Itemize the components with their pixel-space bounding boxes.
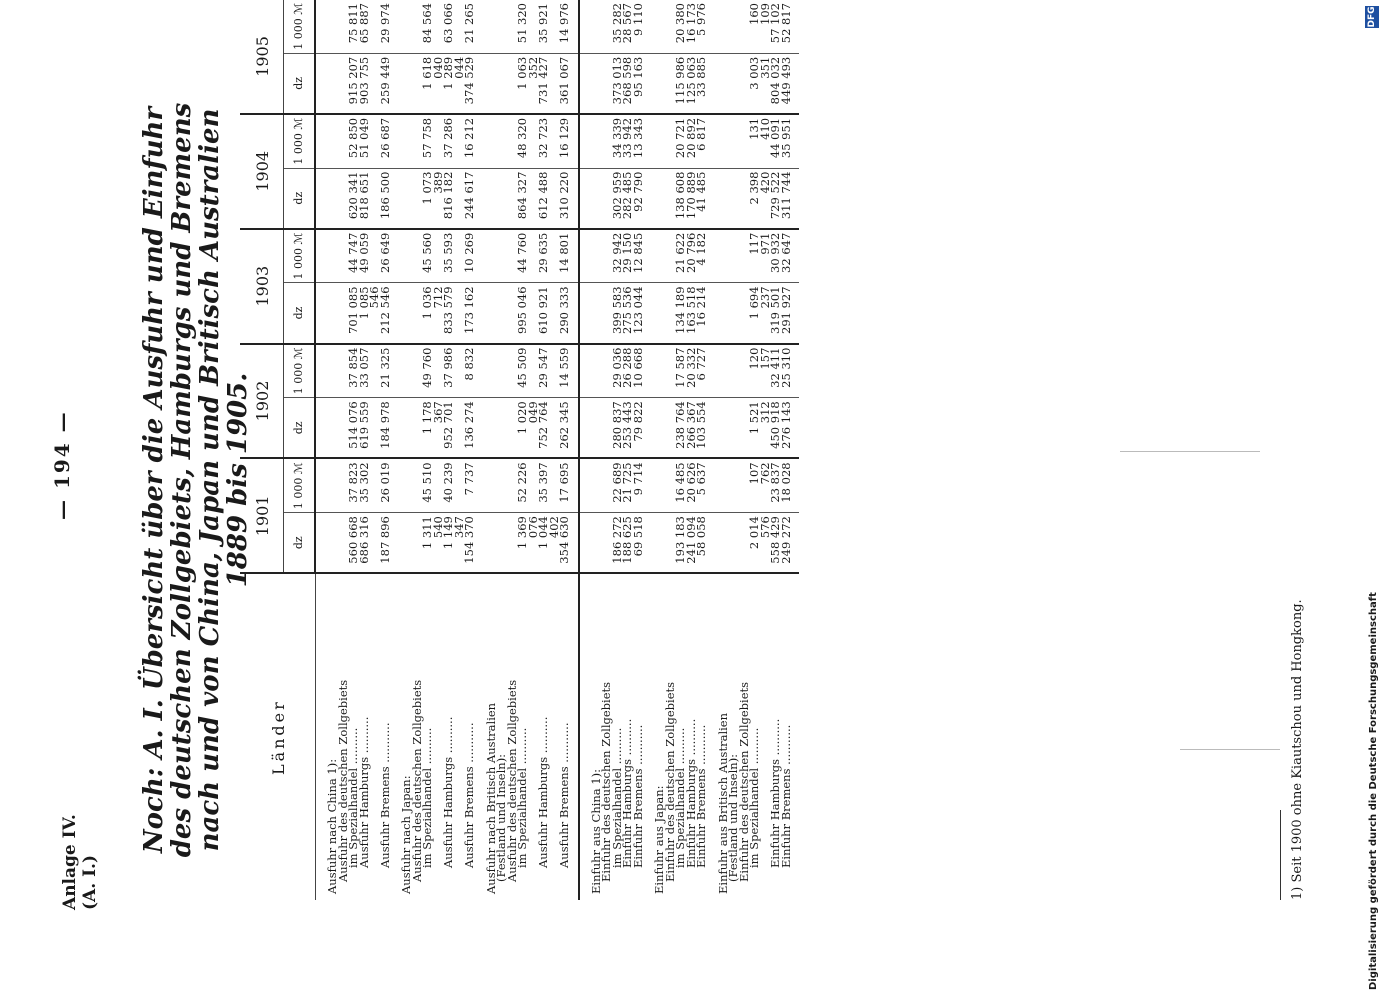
table-row xyxy=(422,0,443,900)
cell-value-1000-mark: 22 689 xyxy=(612,458,623,512)
cell-quantity-dz: 818 651 xyxy=(359,168,380,229)
group-heading-label: Ausfuhr des deutschen Zollgebiets xyxy=(338,573,349,900)
cell-quantity-dz: 952 701 xyxy=(443,398,464,459)
cell-value-1000-mark: 20 626 xyxy=(686,458,697,512)
cell-quantity-dz: 103 554 xyxy=(696,398,707,459)
cell-value-1000-mark: 7 737 xyxy=(464,458,475,512)
cell-quantity-dz: 170 889 xyxy=(686,168,697,229)
cell-value-1000-mark: 52 817 xyxy=(781,0,792,53)
cell-value-1000-mark: 57 102 xyxy=(770,0,781,53)
table-row xyxy=(559,0,570,900)
annex-label xyxy=(60,814,100,910)
cell-quantity-dz: 3 003 351 xyxy=(749,53,770,114)
cell-quantity-dz: 275 536 xyxy=(622,283,633,344)
cell-value-1000-mark: 8 832 xyxy=(464,344,475,398)
cell-quantity-dz: 33 885 xyxy=(696,53,707,114)
section-heading-label: Ausfuhr nach China 1): xyxy=(327,573,338,900)
cell-value-1000-mark: 16 485 xyxy=(675,458,686,512)
cell-quantity-dz: 266 367 xyxy=(686,398,697,459)
cell-quantity-dz: 558 429 xyxy=(770,513,781,574)
countries-header: Länder xyxy=(240,573,315,900)
table-row xyxy=(696,0,707,900)
cell-value-1000-mark: 16 129 xyxy=(559,114,570,168)
cell-value-1000-mark: 37 986 xyxy=(443,344,464,398)
cell-value-1000-mark: 84 564 xyxy=(422,0,443,53)
table-row xyxy=(781,0,792,900)
section-heading-label: Einfuhr aus Britisch Australien xyxy=(718,573,729,900)
cell-value-1000-mark: 35 397 xyxy=(538,458,559,512)
cell-quantity-dz: 310 220 xyxy=(559,168,570,229)
cell-value-1000-mark: 26 687 xyxy=(380,114,391,168)
cell-quantity-dz: 1 289 044 xyxy=(443,53,464,114)
cell-value-1000-mark: 131 410 xyxy=(749,114,770,168)
cell-value-1000-mark: 32 942 xyxy=(612,229,623,283)
cell-value-1000-mark: 17 695 xyxy=(559,458,570,512)
group-heading-label: Einfuhr des deutschen Zollgebiets xyxy=(739,573,750,900)
cell-quantity-dz: 136 274 xyxy=(464,398,475,459)
unit-value-header: 1 000 ℳ xyxy=(283,229,315,283)
cell-value-1000-mark: 5 976 xyxy=(696,0,707,53)
row-label: Einfuhr Bremens ........... xyxy=(696,573,707,900)
row-label: im Spezialhandel .......... xyxy=(517,573,538,900)
cell-quantity-dz: 1 073 389 xyxy=(422,168,443,229)
cell-quantity-dz: 804 032 xyxy=(770,53,781,114)
annex-subtitle: (A. I.) xyxy=(80,855,100,910)
cell-quantity-dz: 212 546 xyxy=(380,283,391,344)
row-label: Einfuhr Bremens ........... xyxy=(781,573,792,900)
cell-quantity-dz: 833 579 xyxy=(443,283,464,344)
cell-value-1000-mark: 37 854 xyxy=(348,344,359,398)
cell-value-1000-mark: 65 887 xyxy=(359,0,380,53)
cell-value-1000-mark: 14 559 xyxy=(559,344,570,398)
cell-value-1000-mark: 49 760 xyxy=(422,344,443,398)
cell-value-1000-mark: 34 339 xyxy=(612,114,623,168)
cell-quantity-dz: 1 178 367 xyxy=(422,398,443,459)
cell-quantity-dz: 249 272 xyxy=(781,513,792,574)
cell-quantity-dz: 1 694 237 xyxy=(749,283,770,344)
cell-quantity-dz: 280 837 xyxy=(612,398,623,459)
cell-value-1000-mark: 32 411 xyxy=(770,344,781,398)
cell-value-1000-mark: 63 066 xyxy=(443,0,464,53)
cell-quantity-dz: 123 044 xyxy=(633,283,644,344)
section-heading-continued-label: (Festland und Inseln): xyxy=(728,573,739,900)
cell-value-1000-mark: 57 758 xyxy=(422,114,443,168)
cell-quantity-dz: 1 044 402 xyxy=(538,513,559,574)
cell-value-1000-mark: 107 762 xyxy=(749,458,770,512)
cell-value-1000-mark: 44 747 xyxy=(348,229,359,283)
cell-value-1000-mark: 6 727 xyxy=(696,344,707,398)
statistics-table xyxy=(240,0,799,900)
cell-value-1000-mark: 32 647 xyxy=(781,229,792,283)
cell-quantity-dz: 186 500 xyxy=(380,168,391,229)
cell-quantity-dz: 163 518 xyxy=(686,283,697,344)
cell-value-1000-mark: 45 510 xyxy=(422,458,443,512)
cell-quantity-dz: 1 063 352 xyxy=(517,53,538,114)
cell-quantity-dz: 282 485 xyxy=(622,168,633,229)
cell-quantity-dz: 138 608 xyxy=(675,168,686,229)
cell-quantity-dz: 302 959 xyxy=(612,168,623,229)
cell-quantity-dz: 619 559 xyxy=(359,398,380,459)
cell-value-1000-mark: 21 325 xyxy=(380,344,391,398)
row-label: Einfuhr Hamburgs .......... xyxy=(770,573,781,900)
cell-value-1000-mark: 17 587 xyxy=(675,344,686,398)
cell-value-1000-mark: 4 182 xyxy=(696,229,707,283)
row-label: im Spezialhandel .......... xyxy=(675,573,686,900)
cell-value-1000-mark: 44 091 xyxy=(770,114,781,168)
cell-quantity-dz: 262 345 xyxy=(559,398,570,459)
unit-value-header: 1 000 ℳ xyxy=(283,0,315,53)
group-heading-label: Ausfuhr des deutschen Zollgebiets xyxy=(507,573,518,900)
page-number: — 194 — xyxy=(50,410,74,520)
row-label: im Spezialhandel .......... xyxy=(749,573,770,900)
cell-value-1000-mark: 48 320 xyxy=(517,114,538,168)
table-row xyxy=(464,0,475,900)
cell-value-1000-mark: 26 019 xyxy=(380,458,391,512)
cell-quantity-dz: 241 094 xyxy=(686,513,697,574)
section-heading-label: Ausfuhr nach Japan: xyxy=(401,573,412,900)
row-label: Ausfuhr Hamburgs .......... xyxy=(538,573,559,900)
unit-dz-header: dz xyxy=(283,53,315,114)
cell-quantity-dz: 319 501 xyxy=(770,283,781,344)
cell-value-1000-mark: 26 288 xyxy=(622,344,633,398)
row-label: Ausfuhr Hamburgs .......... xyxy=(359,573,380,900)
cell-quantity-dz: 134 189 xyxy=(675,283,686,344)
cell-value-1000-mark: 25 310 xyxy=(781,344,792,398)
dfg-logo: DFG xyxy=(1367,6,1377,28)
cell-quantity-dz: 79 822 xyxy=(633,398,644,459)
cell-quantity-dz: 995 046 xyxy=(517,283,538,344)
group-heading-label: Einfuhr des deutschen Zollgebiets xyxy=(601,573,612,900)
cell-value-1000-mark: 18 028 xyxy=(781,458,792,512)
cell-value-1000-mark: 10 269 xyxy=(464,229,475,283)
table-row xyxy=(380,0,391,900)
cell-value-1000-mark: 21 265 xyxy=(464,0,475,53)
section-heading-label: Ausfuhr nach Britisch Australien xyxy=(486,573,497,900)
cell-quantity-dz: 514 076 xyxy=(348,398,359,459)
section-heading-label: Einfuhr aus Japan: xyxy=(654,573,665,900)
cell-value-1000-mark: 52 850 xyxy=(348,114,359,168)
cell-value-1000-mark: 14 801 xyxy=(559,229,570,283)
cell-value-1000-mark: 44 760 xyxy=(517,229,538,283)
year-header-1904: 1904 xyxy=(240,114,283,229)
row-label: Ausfuhr Bremens ........... xyxy=(380,573,391,900)
cell-value-1000-mark: 12 845 xyxy=(633,229,644,283)
cell-quantity-dz: 259 449 xyxy=(380,53,391,114)
cell-value-1000-mark: 45 509 xyxy=(517,344,538,398)
cell-value-1000-mark: 35 282 xyxy=(612,0,623,53)
cell-quantity-dz: 41 485 xyxy=(696,168,707,229)
cell-quantity-dz: 2 014 576 xyxy=(749,513,770,574)
cell-quantity-dz: 16 214 xyxy=(696,283,707,344)
cell-quantity-dz: 193 183 xyxy=(675,513,686,574)
cell-quantity-dz: 903 755 xyxy=(359,53,380,114)
cell-quantity-dz: 915 207 xyxy=(348,53,359,114)
row-label: Einfuhr Hamburgs .......... xyxy=(686,573,697,900)
cell-quantity-dz: 1 521 312 xyxy=(749,398,770,459)
cell-value-1000-mark: 30 932 xyxy=(770,229,781,283)
cell-quantity-dz: 701 085 xyxy=(348,283,359,344)
cell-value-1000-mark: 20 721 xyxy=(675,114,686,168)
cell-quantity-dz: 1 149 347 xyxy=(443,513,464,574)
unit-dz-header: dz xyxy=(283,513,315,574)
unit-dz-header: dz xyxy=(283,168,315,229)
cell-value-1000-mark: 29 547 xyxy=(538,344,559,398)
row-label: im Spezialhandel .......... xyxy=(612,573,623,900)
cell-value-1000-mark: 33 057 xyxy=(359,344,380,398)
cell-value-1000-mark: 51 320 xyxy=(517,0,538,53)
row-label: Ausfuhr Bremens ........... xyxy=(464,573,475,900)
scan-artifact-line xyxy=(1180,749,1280,750)
cell-quantity-dz: 816 182 xyxy=(443,168,464,229)
cell-quantity-dz: 1 036 712 xyxy=(422,283,443,344)
row-label: Ausfuhr Hamburgs .......... xyxy=(443,573,464,900)
cell-value-1000-mark: 37 286 xyxy=(443,114,464,168)
cell-quantity-dz: 244 617 xyxy=(464,168,475,229)
table-row xyxy=(517,0,538,900)
cell-value-1000-mark: 117 971 xyxy=(749,229,770,283)
cell-quantity-dz: 184 978 xyxy=(380,398,391,459)
cell-quantity-dz: 187 896 xyxy=(380,513,391,574)
cell-value-1000-mark: 21 725 xyxy=(622,458,633,512)
section-spacer xyxy=(643,0,654,900)
cell-quantity-dz: 95 163 xyxy=(633,53,644,114)
scan-artifact-line xyxy=(1120,451,1260,452)
cell-value-1000-mark: 45 560 xyxy=(422,229,443,283)
table-row xyxy=(359,0,380,900)
cell-value-1000-mark: 35 593 xyxy=(443,229,464,283)
cell-quantity-dz: 1 369 076 xyxy=(517,513,538,574)
cell-quantity-dz: 612 488 xyxy=(538,168,559,229)
cell-quantity-dz: 731 427 xyxy=(538,53,559,114)
footnote-divider xyxy=(1280,810,1281,900)
cell-quantity-dz: 58 058 xyxy=(696,513,707,574)
unit-value-header: 1 000 ℳ xyxy=(283,344,315,398)
cell-value-1000-mark: 23 837 xyxy=(770,458,781,512)
cell-value-1000-mark: 29 036 xyxy=(612,344,623,398)
cell-quantity-dz: 238 764 xyxy=(675,398,686,459)
cell-value-1000-mark: 21 622 xyxy=(675,229,686,283)
cell-value-1000-mark: 20 380 xyxy=(675,0,686,53)
cell-value-1000-mark: 16 173 xyxy=(686,0,697,53)
cell-value-1000-mark: 10 668 xyxy=(633,344,644,398)
cell-quantity-dz: 1 020 049 xyxy=(517,398,538,459)
cell-quantity-dz: 268 598 xyxy=(622,53,633,114)
cell-quantity-dz: 1 085 546 xyxy=(359,283,380,344)
cell-quantity-dz: 752 764 xyxy=(538,398,559,459)
cell-value-1000-mark: 29 974 xyxy=(380,0,391,53)
cell-value-1000-mark: 6 817 xyxy=(696,114,707,168)
cell-quantity-dz: 374 529 xyxy=(464,53,475,114)
cell-quantity-dz: 620 341 xyxy=(348,168,359,229)
cell-value-1000-mark: 28 567 xyxy=(622,0,633,53)
cell-value-1000-mark: 120 157 xyxy=(749,344,770,398)
table-title: Noch: A. I. Übersicht über die Ausfuhr und Einfuhr des deutschen Zollgebiets, Hamburgs und Bremens nach und von China, Japan und Britisch Australien 1889 bis 1905. xyxy=(139,102,253,858)
cell-value-1000-mark: 26 649 xyxy=(380,229,391,283)
cell-value-1000-mark: 14 976 xyxy=(559,0,570,53)
unit-dz-header: dz xyxy=(283,398,315,459)
cell-value-1000-mark: 40 239 xyxy=(443,458,464,512)
cell-value-1000-mark: 49 059 xyxy=(359,229,380,283)
cell-quantity-dz: 1 311 540 xyxy=(422,513,443,574)
cell-quantity-dz: 173 162 xyxy=(464,283,475,344)
unit-dz-header: dz xyxy=(283,283,315,344)
cell-value-1000-mark: 75 811 xyxy=(348,0,359,53)
cell-quantity-dz: 253 443 xyxy=(622,398,633,459)
cell-quantity-dz: 354 630 xyxy=(559,513,570,574)
cell-value-1000-mark: 33 942 xyxy=(622,114,633,168)
table-body xyxy=(315,0,799,900)
cell-quantity-dz: 610 921 xyxy=(538,283,559,344)
cell-value-1000-mark: 35 921 xyxy=(538,0,559,53)
year-header-1903: 1903 xyxy=(240,229,283,344)
section-spacer xyxy=(390,0,401,900)
year-header-1901: 1901 xyxy=(240,458,283,573)
table-row xyxy=(749,0,770,900)
group-heading-label: Ausfuhr des deutschen Zollgebiets xyxy=(412,573,423,900)
cell-quantity-dz: 1 618 040 xyxy=(422,53,443,114)
section-heading-continued-label: (Festland und Inseln): xyxy=(496,573,507,900)
cell-value-1000-mark: 20 332 xyxy=(686,344,697,398)
cell-quantity-dz: 154 370 xyxy=(464,513,475,574)
cell-quantity-dz: 311 744 xyxy=(781,168,792,229)
cell-quantity-dz: 399 583 xyxy=(612,283,623,344)
cell-quantity-dz: 69 518 xyxy=(633,513,644,574)
cell-value-1000-mark: 9 110 xyxy=(633,0,644,53)
annex-title: Anlage IV. xyxy=(60,814,80,910)
unit-value-header: 1 000 ℳ xyxy=(283,458,315,512)
cell-value-1000-mark: 37 823 xyxy=(348,458,359,512)
cell-quantity-dz: 290 333 xyxy=(559,283,570,344)
table-row xyxy=(633,0,644,900)
row-label: im Spezialhandel .......... xyxy=(422,573,443,900)
cell-quantity-dz: 2 398 420 xyxy=(749,168,770,229)
cell-value-1000-mark: 16 212 xyxy=(464,114,475,168)
cell-value-1000-mark: 29 150 xyxy=(622,229,633,283)
cell-quantity-dz: 115 986 xyxy=(675,53,686,114)
section-spacer xyxy=(579,0,591,900)
cell-value-1000-mark: 35 302 xyxy=(359,458,380,512)
cell-value-1000-mark: 13 343 xyxy=(633,114,644,168)
cell-quantity-dz: 864 327 xyxy=(517,168,538,229)
cell-quantity-dz: 686 316 xyxy=(359,513,380,574)
cell-value-1000-mark: 32 723 xyxy=(538,114,559,168)
cell-value-1000-mark: 5 637 xyxy=(696,458,707,512)
cell-quantity-dz: 560 668 xyxy=(348,513,359,574)
section-heading-label: Einfuhr aus China 1): xyxy=(591,573,602,900)
footnote: 1) Seit 1900 ohne Kiautschou und Hongkong. xyxy=(1290,599,1305,900)
table-row xyxy=(443,0,464,900)
row-label: Einfuhr Hamburgs .......... xyxy=(622,573,633,900)
cell-quantity-dz: 450 918 xyxy=(770,398,781,459)
cell-quantity-dz: 125 063 xyxy=(686,53,697,114)
cell-value-1000-mark: 9 714 xyxy=(633,458,644,512)
cell-quantity-dz: 92 790 xyxy=(633,168,644,229)
year-header-1905: 1905 xyxy=(240,0,283,114)
cell-value-1000-mark: 35 951 xyxy=(781,114,792,168)
cell-quantity-dz: 291 927 xyxy=(781,283,792,344)
cell-value-1000-mark: 52 226 xyxy=(517,458,538,512)
cell-quantity-dz: 449 493 xyxy=(781,53,792,114)
row-label: im Spezialhandel .......... xyxy=(348,573,359,900)
year-header-1902: 1902 xyxy=(240,344,283,459)
row-label: Ausfuhr Bremens ........... xyxy=(559,573,570,900)
group-heading-label: Einfuhr des deutschen Zollgebiets xyxy=(665,573,676,900)
table-row xyxy=(538,0,559,900)
cell-quantity-dz: 188 625 xyxy=(622,513,633,574)
cell-value-1000-mark: 20 796 xyxy=(686,229,697,283)
cell-quantity-dz: 186 272 xyxy=(612,513,623,574)
cell-quantity-dz: 361 067 xyxy=(559,53,570,114)
cell-value-1000-mark: 20 892 xyxy=(686,114,697,168)
year-header-row xyxy=(240,0,283,900)
unit-value-header: 1 000 ℳ xyxy=(283,114,315,168)
cell-quantity-dz: 276 143 xyxy=(781,398,792,459)
cell-quantity-dz: 373 013 xyxy=(612,53,623,114)
digitization-credit: Digitalisierung gefördert durch die Deutsche Forschungsgemeinschaft xyxy=(1368,592,1379,990)
cell-value-1000-mark: 51 049 xyxy=(359,114,380,168)
cell-value-1000-mark: 160 109 xyxy=(749,0,770,53)
cell-quantity-dz: 729 522 xyxy=(770,168,781,229)
cell-value-1000-mark: 29 635 xyxy=(538,229,559,283)
row-label: Einfuhr Bremens ........... xyxy=(633,573,644,900)
